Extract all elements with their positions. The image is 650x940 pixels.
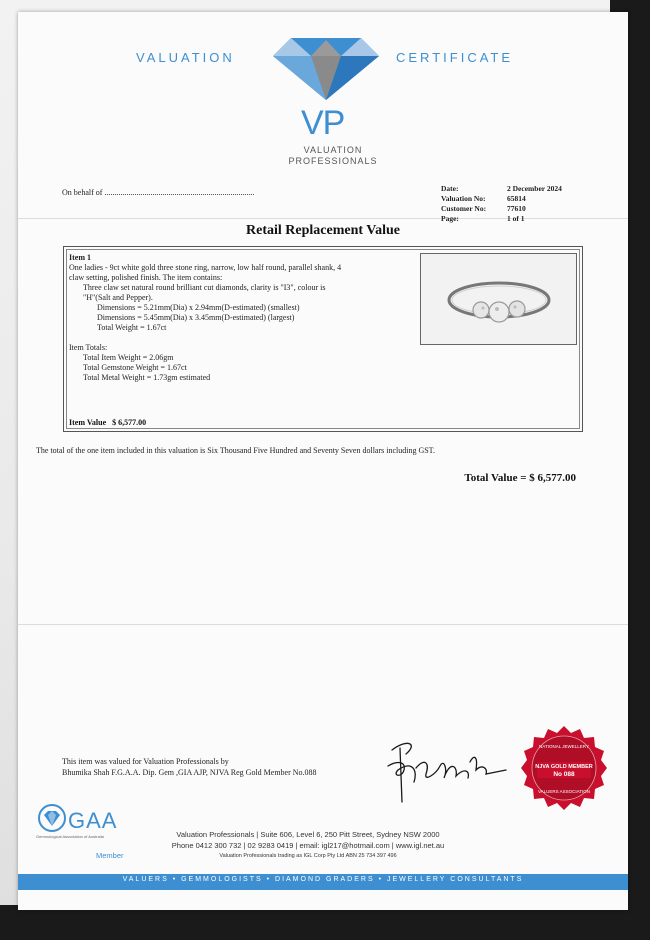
meta-valuation-row: [441, 194, 562, 204]
on-behalf-line: On behalf of ...........................................................................: [62, 188, 255, 197]
ring-image: [421, 254, 576, 344]
item-box: [63, 246, 583, 432]
seal-top-text: NATIONAL JEWELLERY: [539, 744, 589, 749]
metal-weight: Total Metal Weight = 1.73gm estimated: [83, 373, 211, 382]
item-inner-border: [66, 249, 580, 429]
meta-date-label: Date:: [441, 184, 459, 193]
njva-seal-icon: [521, 725, 607, 811]
diamond-logo-icon: [273, 38, 379, 100]
seal-line-2: No 088: [553, 771, 575, 778]
dark-background-bottom: [0, 905, 650, 940]
item-heading: Item 1: [69, 253, 91, 262]
fold-line: [18, 624, 628, 625]
item-stones-line: Three claw set natural round brilliant cut diamonds, clarity is "I3", colour is: [83, 283, 326, 292]
footer-line-2: Phone 0412 300 732 | 02 9283 0419 | email: igl217@hotmail.com | www.igl.net.au: [171, 841, 445, 850]
meta-valuation-label: Valuation No:: [441, 194, 486, 203]
meta-customer-value: 77610: [507, 204, 526, 213]
gaa-member: Member: [96, 851, 124, 860]
certificate-meta: [441, 184, 562, 224]
item-desc-line: One ladies - 9ct white gold three stone ring, narrow, low half round, parallel shank, 4: [69, 263, 342, 272]
valuer-statement: [62, 756, 317, 778]
total-value: Total Value = $ 6,577.00: [464, 472, 576, 484]
header-left-word: VALUATION: [136, 50, 235, 65]
header-right-word: CERTIFICATE: [396, 50, 514, 65]
item-totals-heading: Item Totals:: [69, 343, 108, 352]
item-desc-line: claw setting, polished finish. The item contains:: [69, 273, 223, 282]
item-total-weight: Total Weight = 1.67ct: [97, 323, 167, 332]
item-weight: Total Item Weight = 2.06gm: [83, 353, 174, 362]
spacer: [69, 333, 419, 343]
valuer-line-2: Bhumika Shah F.G.A.A. Dip. Gem ,GIA AJP, NJVA Reg Gold Member No.088: [62, 768, 317, 777]
meta-date-value: 2 December 2024: [507, 184, 562, 193]
meta-customer-label: Customer No:: [441, 204, 487, 213]
valuer-line-1: This item was valued for Valuation Professionals by: [62, 757, 229, 766]
gaa-subtitle: Gemmological Association of Australia: [36, 834, 104, 839]
meta-customer-row: [441, 204, 562, 214]
logo-letters: VP: [301, 104, 345, 142]
item-stones-line: "H"(Salt and Pepper).: [83, 293, 153, 302]
meta-valuation-value: 65814: [507, 194, 526, 203]
item-dimensions-smallest: Dimensions = 5.21mm(Dia) x 2.94mm(D-estimated) (smallest): [97, 303, 300, 312]
gaa-logo-icon: [38, 804, 66, 834]
total-sentence: The total of the one item included in this valuation is Six Thousand Five Hundred and Seventy Seven dollars including GST.: [36, 446, 435, 455]
item-value: [69, 418, 146, 427]
meta-date-row: [441, 184, 562, 194]
gemstone-weight: Total Gemstone Weight = 1.67ct: [83, 363, 187, 372]
item-value-label: Item Value: [69, 418, 107, 427]
item-dimensions-largest: Dimensions = 5.45mm(Dia) x 3.45mm(D-estimated) (largest): [97, 313, 295, 322]
logo-sub-line-1: VALUATION: [303, 145, 363, 155]
meta-page-value: 1 of 1: [507, 214, 525, 223]
seal-bottom-text: VALUERS ASSOCIATION: [537, 789, 591, 794]
ring-photo: [420, 253, 577, 345]
handwritten-signature: [378, 730, 508, 805]
footer-contact: [98, 829, 518, 862]
footer-line-3: Valuation Professionals trading as IGL Corp Pty Ltd ABN 25 734 397 496: [219, 853, 397, 859]
meta-page-label: Page:: [441, 214, 459, 223]
item-description: [69, 253, 419, 383]
seal-line-1: NJVA GOLD MEMBER: [535, 764, 593, 770]
document-title: Retail Replacement Value: [246, 223, 400, 238]
item-value-amount: $ 6,577.00: [112, 418, 147, 427]
gaa-name: GAA: [68, 808, 118, 833]
footer-band-text: VALUERS • GEMMOLOGISTS • DIAMOND GRADERS • JEWELLERY CONSULTANTS: [122, 876, 524, 883]
logo-sub-line-2: PROFESSIONALS: [288, 156, 378, 166]
certificate-page: [18, 12, 628, 910]
footer-line-1: Valuation Professionals | Suite 606, Level 6, 250 Pitt Street, Sydney NSW 2000: [176, 830, 440, 839]
logo-subtitle: [273, 145, 393, 167]
